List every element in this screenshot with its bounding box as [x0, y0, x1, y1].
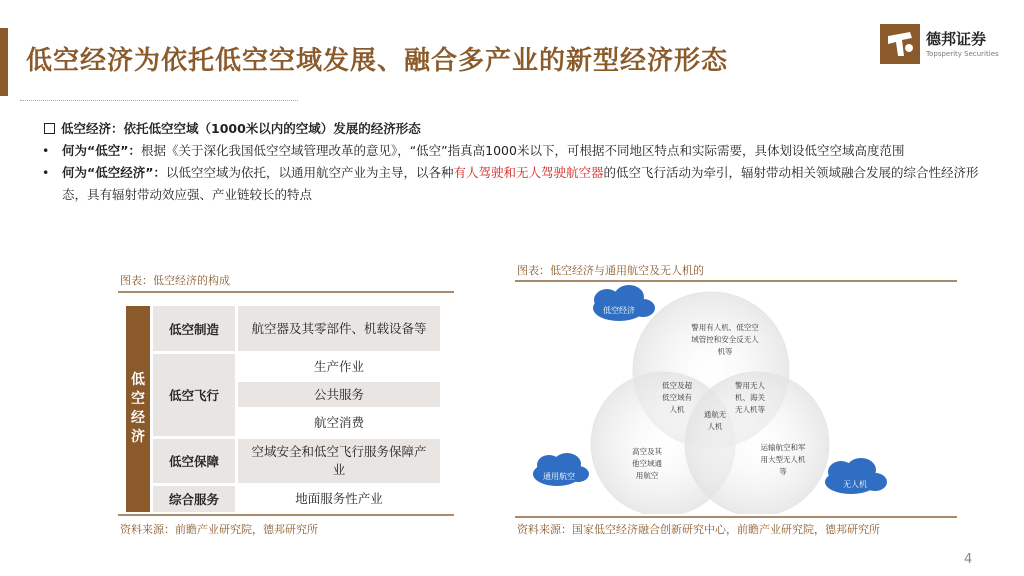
figure1-bottom-rule	[118, 514, 454, 516]
side-char: 经	[131, 410, 145, 426]
category-flight: 低空飞行	[153, 354, 235, 436]
cloud-general-aviation	[533, 453, 589, 486]
page-title: 低空经济为依托低空空域发展、融合多产业的新型经济形态	[26, 46, 729, 76]
logo-chinese-name: 德邦证券	[926, 30, 987, 48]
region-left-line: 低空及超	[662, 381, 692, 390]
table-cell-item: 航空器及其零部件、机载设备等	[238, 306, 440, 351]
summary-bullets	[44, 118, 999, 206]
cloud-label: 低空经济	[603, 306, 635, 315]
bullet-text: 的低空飞行活动为牵引，辐射带动相关领域融合发展的综合性经济形态，具有辐射带动效应强、产业链较长的特点	[62, 165, 979, 202]
cloud-label: 通用航空	[543, 472, 575, 481]
side-char: 空	[131, 391, 145, 407]
composition-table	[126, 306, 440, 512]
cloud-drone	[825, 458, 887, 494]
side-label-column	[126, 306, 150, 512]
bullet-text: 以低空空域为依托，以通用航空产业为主导，以各种	[165, 165, 454, 180]
title-accent-bar	[0, 28, 8, 96]
brand-logo	[880, 24, 1014, 68]
figure2-source: 资料来源：国家低空经济融合创新研究中心，前瞻产业研究院，德邦研究所	[517, 523, 880, 536]
side-char: 济	[131, 429, 145, 445]
region-left-line: 低空域有	[662, 393, 692, 402]
figure2-title: 图表：低空经济与通用航空及无人机的	[517, 264, 704, 277]
table-cell-item: 航空消费	[238, 410, 440, 436]
bullet-highlight: 有人驾驶和无人驾驶航空器	[453, 165, 604, 180]
category-services: 综合服务	[153, 486, 235, 512]
heading-text: 低空经济：依托低空空域（1000米以内的空域）发展的经济形态	[61, 121, 421, 136]
logo-english-name: Topsperity Securities	[926, 50, 999, 58]
table-cell-item: 公共服务	[238, 382, 440, 407]
checkbox-square-icon	[44, 123, 55, 134]
region-bottom-right-line: 运输航空和军	[760, 443, 806, 452]
region-right-line: 警用无人	[735, 381, 765, 390]
region-center-line: 人机	[707, 422, 723, 431]
region-right-line: 机、海关	[735, 393, 765, 402]
region-bottom-left-line: 高空及其	[632, 447, 662, 456]
region-center-line: 通航无	[703, 410, 727, 419]
figure2-bottom-rule	[515, 516, 957, 518]
cloud-label: 无人机	[843, 480, 867, 489]
region-bottom-left-line: 他空域通	[632, 459, 662, 468]
bullet-label: 何为“低空”：	[62, 143, 141, 158]
page-number: 4	[964, 552, 973, 567]
region-left-line: 人机	[669, 405, 685, 414]
region-top-line: 机等	[717, 347, 733, 356]
figure1-top-rule	[118, 291, 454, 293]
bullet-item-low-altitude-economy	[44, 162, 999, 206]
region-bottom-right-line: 用大型无人机	[760, 455, 806, 464]
category-support: 低空保障	[153, 439, 235, 483]
table-cell-item: 空域安全和低空飞行服务保障产业	[238, 439, 440, 483]
region-bottom-left-line: 用航空	[635, 471, 659, 480]
cloud-low-altitude-economy	[593, 285, 655, 321]
logo-mark-icon	[880, 24, 920, 64]
bullet-dot-icon: •	[42, 143, 50, 158]
figure1-source: 资料来源：前瞻产业研究院，德邦研究所	[120, 523, 318, 536]
table-cell-item: 地面服务性产业	[238, 486, 440, 512]
region-top-line: 警用有人机、低空空	[691, 323, 759, 332]
side-char: 低	[131, 372, 145, 388]
bullet-heading	[44, 118, 999, 140]
venn-diagram	[515, 284, 957, 514]
region-top-line: 域管控和安全反无人	[691, 335, 759, 344]
title-divider	[20, 100, 298, 101]
region-bottom-right-line: 等	[779, 467, 787, 476]
bullet-label: 何为“低空经济”：	[62, 165, 166, 180]
figure1-title: 图表：低空经济的构成	[120, 274, 230, 287]
table-cell-item: 生产作业	[238, 354, 440, 379]
bullet-text: 根据《关于深化我国低空空域管理改革的意见》，“低空”指真高1000米以下，可根据不同地区特点和实际需要，具体划设低空空域高度范围	[140, 143, 905, 158]
category-manufacturing: 低空制造	[153, 306, 235, 351]
region-right-line: 无人机等	[735, 405, 765, 414]
bullet-item-low-altitude	[44, 140, 999, 162]
figure2-top-rule	[515, 280, 957, 282]
bullet-dot-icon: •	[42, 165, 50, 180]
